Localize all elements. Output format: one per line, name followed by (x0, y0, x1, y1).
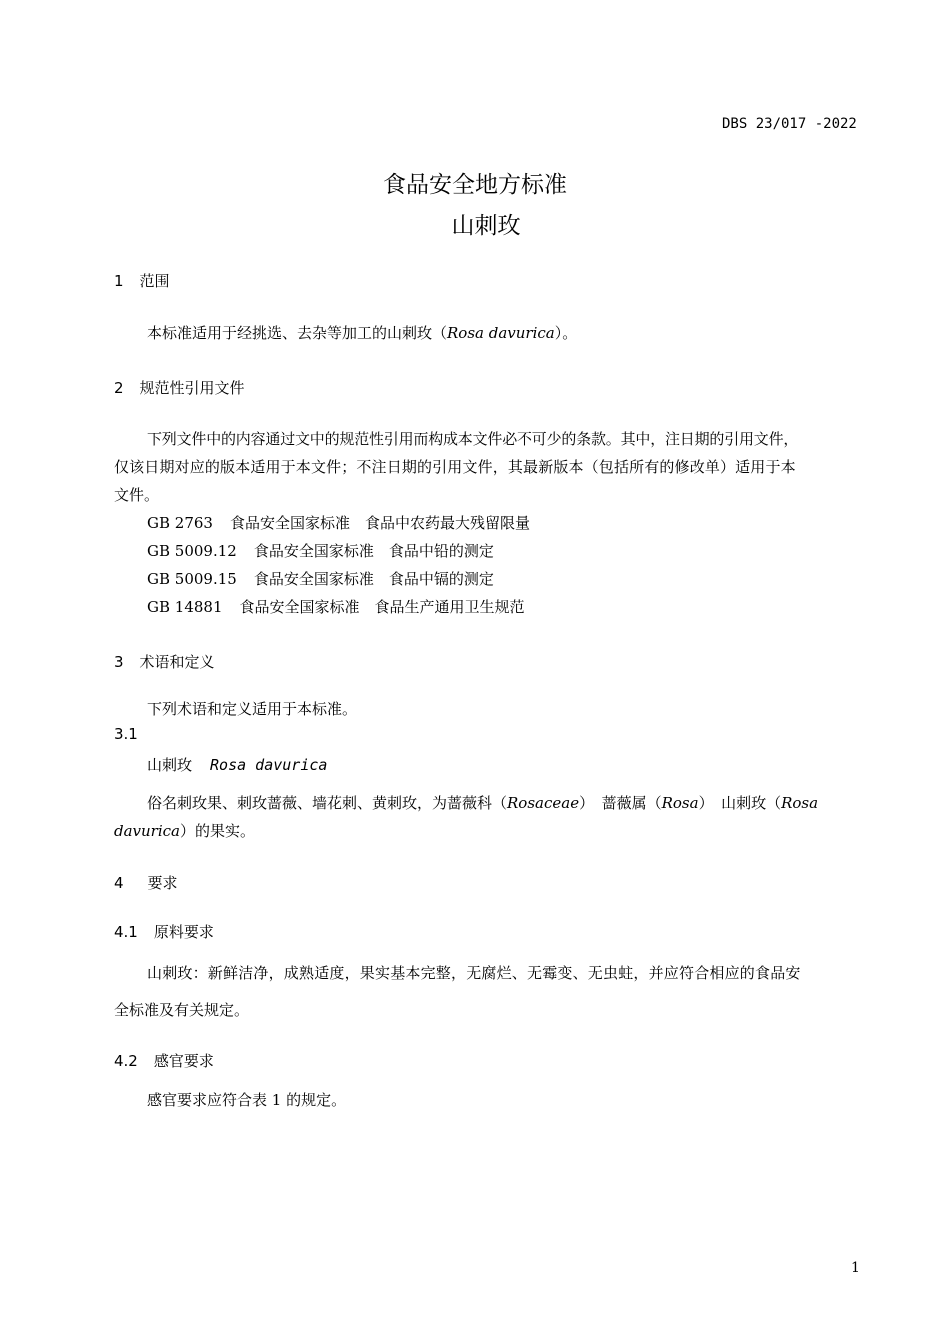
section-2-paragraph-line: 下列文件中的内容通过文中的规范性引用而构成本文件必不可少的条款。其中，注日期的引用文件， (147, 430, 799, 448)
term-heading (147, 754, 327, 775)
term-definition-line: davurica）的果实。 (114, 822, 256, 840)
section-title: 原料要求 (153, 923, 214, 941)
latin-name: Rosa davurica (447, 324, 555, 342)
section-4-2-heading (114, 1050, 214, 1071)
section-number: 1 (114, 272, 124, 290)
reference-code: GB 5009.15 (147, 570, 237, 588)
page-number: 1 (851, 1260, 860, 1276)
reference-code: GB 14881 (147, 598, 223, 616)
section-4-1-paragraph-line: 全标准及有关规定。 (114, 1001, 250, 1019)
section-3-paragraph: 下列术语和定义适用于本标准。 (147, 700, 358, 718)
section-title: 要求 (147, 874, 178, 892)
reference-code: GB 5009.12 (147, 542, 237, 560)
section-title: 感官要求 (153, 1052, 214, 1070)
page-title: 食品安全地方标准 (383, 172, 567, 198)
term-latin: Rosa davurica (210, 756, 328, 774)
term-definition-line: 俗名刺玫果、刺玫蔷薇、墙花刺、黄刺玫，为蔷薇科（Rosaceae） 蔷薇属（Rosa） 山刺玫（Rosa (147, 794, 819, 812)
reference-title: 食品安全国家标准 食品中铅的测定 (253, 542, 494, 560)
section-4-2-paragraph: 感官要求应符合表 1 的规定。 (147, 1091, 347, 1109)
reference-title: 食品安全国家标准 食品中农药最大残留限量 (229, 514, 530, 532)
section-4-heading (114, 872, 178, 893)
section-number: 2 (114, 379, 124, 397)
section-3-heading (114, 651, 215, 672)
section-title: 术语和定义 (139, 653, 215, 671)
section-4-1-paragraph-line: 山刺玫：新鲜洁净，成熟适度，果实基本完整，无腐烂、无霉变、无虫蛀，并应符合相应的食品安 (147, 964, 801, 982)
reference-title: 食品安全国家标准 食品中镉的测定 (253, 570, 494, 588)
doc-code: DBS 23/017 -2022 (722, 116, 857, 132)
reference-item (147, 565, 494, 593)
section-1-paragraph: 本标准适用于经挑选、去杂等加工的山刺玫（Rosa davurica）。 (147, 324, 578, 342)
reference-item (147, 509, 530, 537)
section-number: 4.2 (114, 1052, 138, 1070)
page-subtitle: 山刺玫 (451, 213, 521, 239)
section-number: 4 (114, 874, 124, 892)
subsection-3-1-number: 3.1 (114, 725, 138, 743)
reference-title: 食品安全国家标准 食品生产通用卫生规范 (239, 598, 525, 616)
section-title: 范围 (139, 272, 170, 290)
reference-item (147, 593, 525, 621)
term-chinese: 山刺玫 (147, 756, 193, 774)
section-2-heading (114, 377, 245, 398)
section-number: 4.1 (114, 923, 138, 941)
reference-item (147, 537, 494, 565)
section-number: 3 (114, 653, 124, 671)
section-2-paragraph-line: 仅该日期对应的版本适用于本文件；不注日期的引用文件，其最新版本（包括所有的修改单）适用于本 (114, 458, 796, 476)
section-2-paragraph-line: 文件。 (114, 486, 160, 504)
section-1-heading (114, 270, 170, 291)
section-4-1-heading (114, 921, 214, 942)
reference-code: GB 2763 (147, 514, 213, 532)
section-title: 规范性引用文件 (139, 379, 245, 397)
